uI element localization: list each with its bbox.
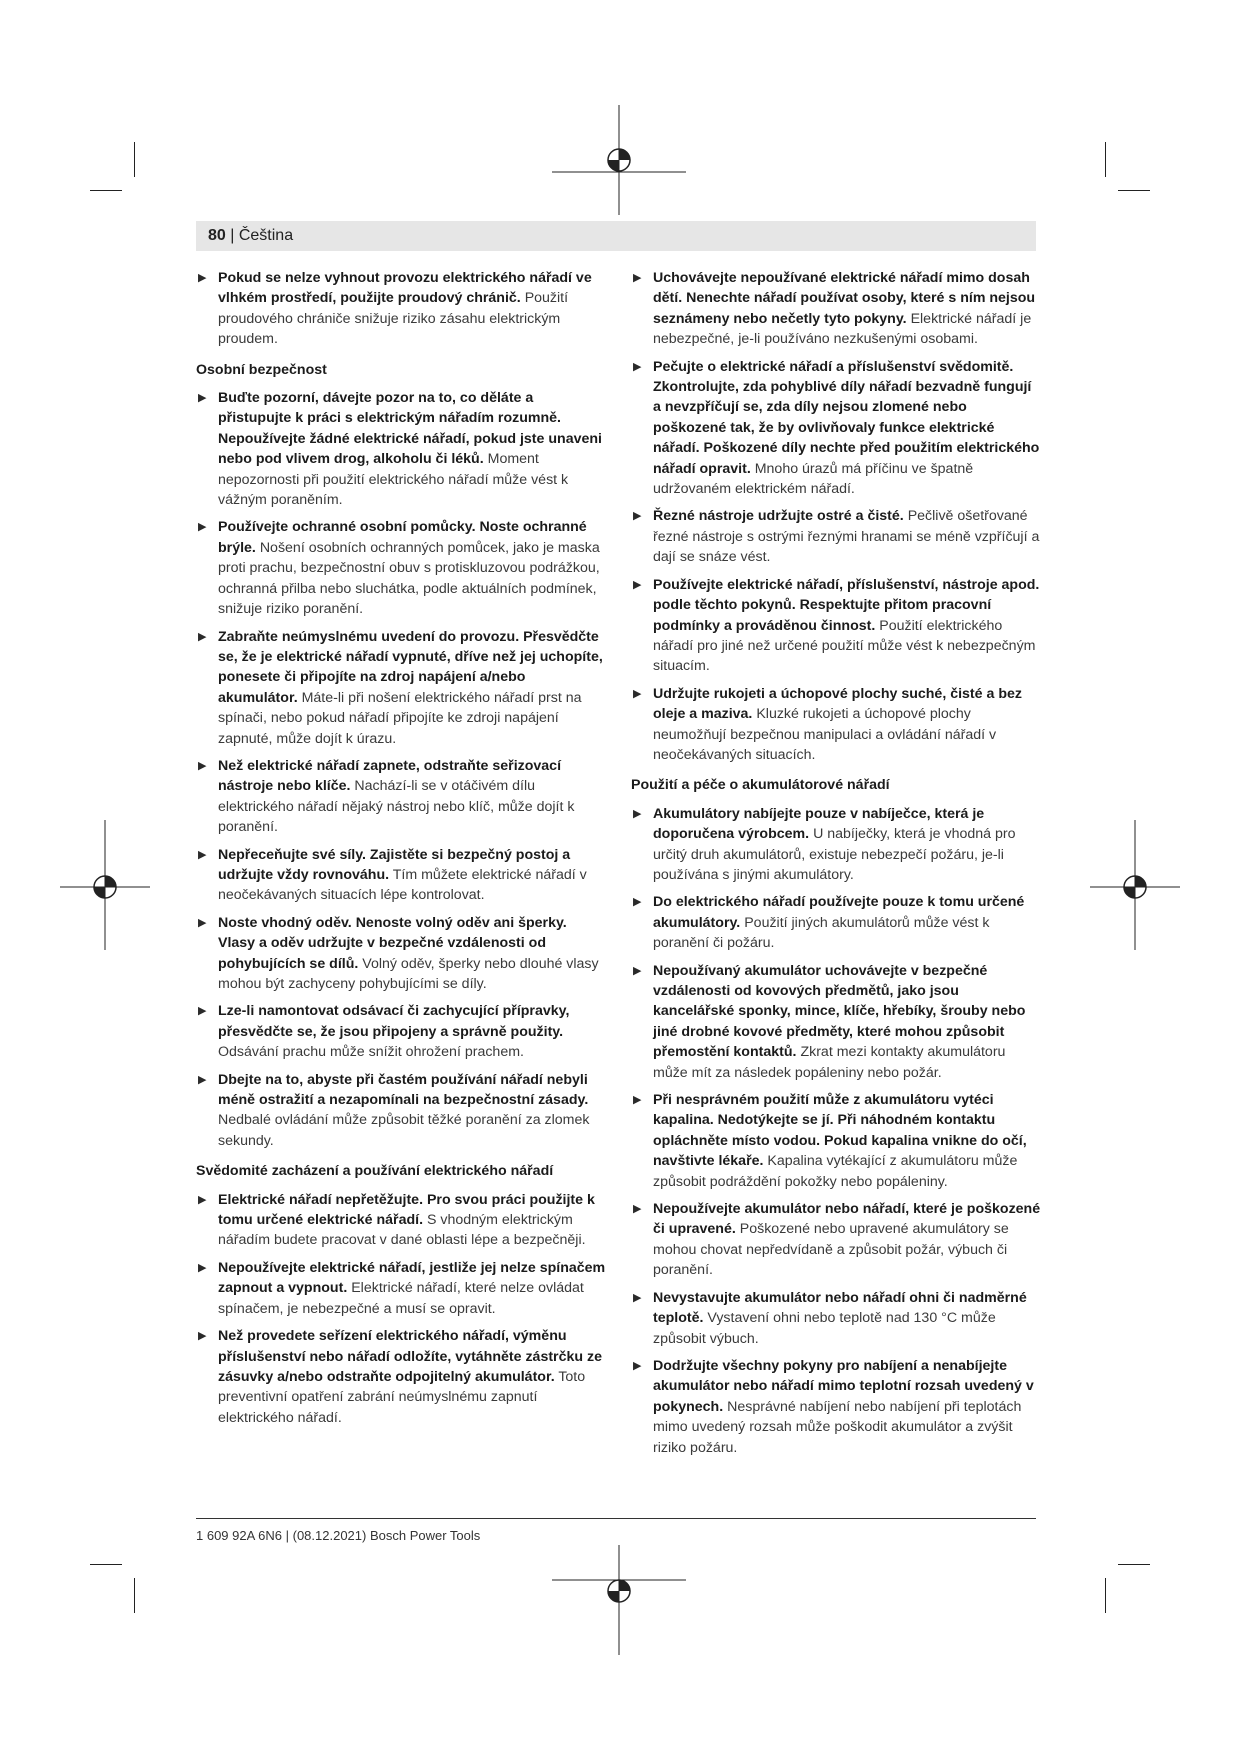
instruction-bold: Řezné nástroje udržujte ostré a čisté.: [653, 508, 904, 525]
bullet-arrow-icon: ▶: [198, 916, 207, 929]
instruction-item: [631, 575, 1041, 677]
bullet-arrow-icon: ▶: [633, 510, 642, 523]
instruction-bold: Než provedete seřízení elektrického nářadí, výměnu příslušenství nebo nářadí odložíte, vytáhněte zástrčku ze zásuvky a/nebo odstraňte odpojitelný akumulátor.: [218, 1328, 602, 1385]
crop-mark: [134, 142, 135, 177]
registration-mark-bottom: [552, 1545, 686, 1655]
instruction-item: [196, 388, 606, 510]
bullet-arrow-icon: ▶: [198, 1261, 207, 1274]
bullet-arrow-icon: ▶: [633, 360, 642, 373]
instruction-bold: Při nesprávném použití může z akumulátoru vytéci kapalina. Nedotýkejte se jí. Při náhodném kontaktu opláchněte místo vodou. Pokud kapalina vnikne do očí, navštivte lékaře.: [653, 1092, 1027, 1170]
bullet-arrow-icon: ▶: [633, 1359, 642, 1372]
bullet-arrow-icon: ▶: [198, 1193, 207, 1206]
bullet-arrow-icon: ▶: [198, 630, 207, 643]
instruction-text: Nachází-li se v otáčivém dílu elektrického nářadí nějaký nástroj nebo klíč, může dojít k poranění.: [218, 778, 575, 836]
bullet-arrow-icon: ▶: [633, 964, 642, 977]
bullet-arrow-icon: ▶: [198, 521, 207, 534]
instruction-item: [196, 1001, 606, 1062]
bullet-arrow-icon: ▶: [198, 392, 207, 405]
bullet-arrow-icon: ▶: [633, 1291, 642, 1304]
section-heading: Použití a péče o akumulátorové nářadí: [631, 777, 890, 794]
bullet-arrow-icon: ▶: [633, 807, 642, 820]
instruction-text: Tím můžete elektrické nářadí v neočekávaných situacích lépe kontrolovat.: [218, 866, 587, 904]
instruction-item: [196, 1326, 606, 1428]
bullet-arrow-icon: ▶: [198, 1005, 207, 1018]
instruction-item: [631, 1090, 1041, 1192]
instruction-bold: Do elektrického nářadí používejte pouze k tomu určené akumulátory.: [653, 894, 1025, 931]
instruction-text: Zkrat mezi kontakty akumulátoru může mít za následek popáleniny nebo požár.: [653, 1044, 1006, 1081]
instruction-text: Použití proudového chrániče snižuje riziko zásahu elektrickým proudem.: [218, 290, 569, 348]
bullet-arrow-icon: ▶: [198, 759, 207, 772]
instruction-bold: Nepoužívaný akumulátor uchovávejte v bezpečné vzdálenosti od kovových předmětů, jako jsou kancelářské sponky, mince, klíče, hřebíky, šrouby nebo jiné drobné kovové předměty, které mohou způsobit přemostění kontaktů.: [653, 962, 1026, 1061]
header-separator: |: [225, 227, 239, 244]
instruction-item: [196, 627, 606, 749]
bullet-arrow-icon: ▶: [633, 687, 642, 700]
crop-mark: [1105, 1578, 1106, 1613]
page-header: [208, 226, 293, 246]
crop-mark: [1105, 142, 1106, 177]
instruction-bold: Nevystavujte akumulátor nebo nářadí ohni či nadměrné teplotě.: [653, 1289, 1027, 1327]
instruction-text: U nabíječky, která je vhodná pro určitý druh akumulátorů, existuje nebezpečí požáru, je-li používána s jinými akumulátory.: [653, 826, 1016, 883]
instruction-item: [631, 268, 1041, 350]
instruction-item: [196, 756, 606, 838]
instruction-item: [196, 517, 606, 619]
instruction-text: Použití elektrického nářadí pro jiné než určené použití může vést k nebezpečným situacím.: [653, 617, 1036, 675]
instruction-text: Použití jiných akumulátorů může vést k poranění či požáru.: [653, 914, 990, 952]
bullet-arrow-icon: ▶: [633, 1203, 642, 1216]
bullet-arrow-icon: ▶: [198, 1073, 207, 1086]
instruction-bold: Pečujte o elektrické nářadí a příslušenství svědomitě. Zkontrolujte, zda pohyblivé díly nářadí bezvadně fungují a nevzpříčují se, zda díly nejsou zlomené nebo poškozené tak, že by ovlivňovaly funkce elektrické nářadí. Poškozené díly nechte před použitím elektrického nářadí opravit.: [653, 358, 1040, 477]
instruction-bold: Pokud se nelze vyhnout provozu elektrického nářadí ve vlhkém prostředí, použijte proudový chránič.: [218, 270, 592, 307]
instruction-bold: Noste vhodný oděv. Nenoste volný oděv ani šperky. Vlasy a oděv udržujte v bezpečné vzdálenosti od pohybujících se dílů.: [218, 914, 567, 972]
bullet-arrow-icon: ▶: [633, 896, 642, 909]
instruction-bold: Nepoužívejte elektrické nářadí, jestliže jej nelze spínačem zapnout a vypnout.: [218, 1259, 606, 1297]
page-header-bar: [196, 221, 1036, 251]
header-language: Čeština: [238, 227, 294, 244]
footer-text: 1 609 92A 6N6 | (08.12.2021) Bosch Power Tools: [196, 1528, 481, 1543]
instruction-item: [631, 1356, 1041, 1458]
bullet-arrow-icon: ▶: [198, 272, 207, 284]
instruction-text: Elektrické nářadí je nebezpečné, je-li používáno nezkušenými osobami.: [653, 310, 1032, 348]
left-column: [196, 268, 606, 1435]
instruction-item: [631, 804, 1041, 886]
instruction-item: [631, 506, 1041, 567]
bullet-arrow-icon: ▶: [633, 578, 642, 591]
instruction-text: Odsávání prachu může snížit ohrožení prachem.: [218, 1044, 524, 1061]
instruction-text: Kluzké rukojeti a úchopové plochy neumožňují bezpečnou manipulaci a ovládání nářadí v neočekávaných situacích.: [653, 706, 997, 763]
instruction-bold: Akumulátory nabíjejte pouze v nabíječce, která je doporučena výrobcem.: [653, 805, 985, 843]
instruction-bold: Elektrické nářadí nepřetěžujte. Pro svou práci použijte k tomu určené elektrické nářadí.: [218, 1191, 595, 1229]
registration-mark-left: [60, 820, 150, 950]
instruction-bold: Dbejte na to, abyste při častém používání nářadí nebyli méně ostražití a nezapomínali na bezpečnostní zásady.: [218, 1071, 589, 1109]
instruction-text: Moment nepozornosti při použití elektrického nářadí může vést k vážným poraněním.: [218, 451, 569, 509]
instruction-bold: Buďte pozorní, dávejte pozor na to, co děláte a přistupujte k práci s elektrickým nářadím rozumně. Nepoužívejte žádné elektrické nářadí, pokud jste unaveni nebo pod vlivem drog, alkoholu či léků.: [218, 390, 602, 468]
instruction-bold: Uchovávejte nepoužívané elektrické nářadí mimo dosah dětí. Nenechte nářadí používat osoby, které s ním nejsou seznámeny nebo nečetly tyto pokyny.: [653, 270, 1036, 327]
instruction-item: [631, 684, 1041, 766]
instruction-text: Elektrické nářadí, které nelze ovládat spínačem, je nebezpečné a musí se opravit.: [218, 1280, 584, 1317]
instruction-text: Kapalina vytékající z akumulátoru může způsobit podráždění pokožky nebo popáleniny.: [653, 1153, 1018, 1190]
instruction-item: [196, 845, 606, 906]
instruction-bold: Lze-li namontovat odsávací či zachycující přípravky, přesvědčte se, že jsou připojeny a správně použity.: [218, 1003, 570, 1040]
instruction-item: [631, 1288, 1041, 1349]
bullet-arrow-icon: ▶: [198, 1330, 207, 1343]
instruction-item: [631, 892, 1041, 953]
instruction-text: Mnoho úrazů má příčinu ve špatně udržovaném elektrickém nářadí.: [653, 460, 974, 498]
instruction-text: Nošení osobních ochranných pomůcek, jako je maska proti prachu, bezpečnostní obuv s protiskluzovou podrážkou, ochranná přilba nebo sluchátka, podle aktuálních podmínek, snižuje riziko poranění.: [218, 539, 600, 618]
crop-mark: [1118, 190, 1150, 191]
instruction-text: Poškozené nebo upravené akumulátory se mohou chovat nepředvídaně a způsobit požár, výbuch či poranění.: [653, 1221, 1009, 1279]
page-number: 80: [208, 227, 226, 244]
crop-mark: [90, 190, 122, 191]
instruction-item: [631, 1199, 1041, 1281]
footer-rule: [196, 1518, 1036, 1519]
instruction-text: Toto preventivní opatření zabrání neúmyslnému zapnutí elektrického nářadí.: [218, 1368, 586, 1426]
instruction-item: [196, 913, 606, 995]
instruction-item: [196, 1070, 606, 1152]
instruction-item: [196, 1190, 606, 1251]
instruction-bold: Než elektrické nářadí zapnete, odstraňte seřizovací nástroje nebo klíče.: [218, 757, 562, 795]
instruction-text: Vystavení ohni nebo teplotě nad 130 °C může způsobit výbuch.: [653, 1310, 996, 1347]
instruction-bold: Dodržujte všechny pokyny pro nabíjení a nenabíjejte akumulátor nebo nářadí mimo teplotní rozsah uvedený v pokynech.: [653, 1357, 1034, 1415]
right-column: [631, 268, 1041, 1465]
instruction-bold: Zabraňte neúmyslnému uvedení do provozu. Přesvědčte se, že je elektrické nářadí vypnuté, dříve než jej uchopíte, ponesete či připojíte na zdroj napájení a/nebo akumulátor.: [218, 628, 603, 706]
crop-mark: [134, 1578, 135, 1613]
instruction-text: S vhodným elektrickým nářadím budete pracovat v dané oblasti lépe a bezpečněji.: [218, 1212, 586, 1249]
instruction-bold: Nepřeceňujte své síly. Zajistěte si bezpečný postoj a udržujte vždy rovnováhu.: [218, 846, 571, 883]
instruction-bold: Nepoužívejte akumulátor nebo nářadí, které je poškozené či upravené.: [653, 1201, 1041, 1238]
instruction-text: Nedbalé ovládání může způsobit těžké poranění za zlomek sekundy.: [218, 1112, 590, 1149]
instruction-bold: Udržujte rukojeti a úchopové plochy suché, čisté a bez oleje a maziva.: [653, 685, 1022, 723]
instruction-item: [196, 1258, 606, 1319]
section-heading: Osobní bezpečnost: [196, 361, 327, 378]
section-heading: Svědomité zacházení a používání elektrického nářadí: [196, 1163, 554, 1180]
instruction-text: Máte-li při nošení elektrického nářadí prst na spínači, nebo pokud nářadí připojíte ke zdroji napájení zapnuté, může dojít k úrazu.: [218, 689, 582, 747]
instruction-bold: Používejte ochranné osobní pomůcky. Noste ochranné brýle.: [218, 519, 587, 556]
bullet-arrow-icon: ▶: [633, 1094, 642, 1107]
registration-mark-right: [1090, 820, 1180, 950]
crop-mark: [1118, 1564, 1150, 1565]
instruction-item: [196, 268, 606, 350]
instruction-item: [631, 357, 1041, 500]
bullet-arrow-icon: ▶: [198, 848, 207, 861]
registration-mark-top: [552, 105, 686, 215]
instruction-bold: Používejte elektrické nářadí, příslušenství, nástroje apod. podle těchto pokynů. Respektujte přitom pracovní podmínky a prováděnou činnost.: [653, 576, 1040, 634]
crop-mark: [90, 1564, 122, 1565]
instruction-text: Pečlivě ošetřované řezné nástroje s ostrými řeznými hranami se méně vzpříčují a dají se snáze vést.: [653, 508, 1040, 566]
instruction-text: Volný oděv, šperky nebo dlouhé vlasy mohou být zachyceny pohybujícími se díly.: [218, 955, 599, 992]
bullet-arrow-icon: ▶: [633, 272, 642, 284]
instruction-text: Nesprávné nabíjení nebo nabíjení při teplotách mimo uvedený rozsah může poškodit akumulátor a zvýšit riziko požáru.: [653, 1398, 1022, 1456]
instruction-item: [631, 961, 1041, 1083]
